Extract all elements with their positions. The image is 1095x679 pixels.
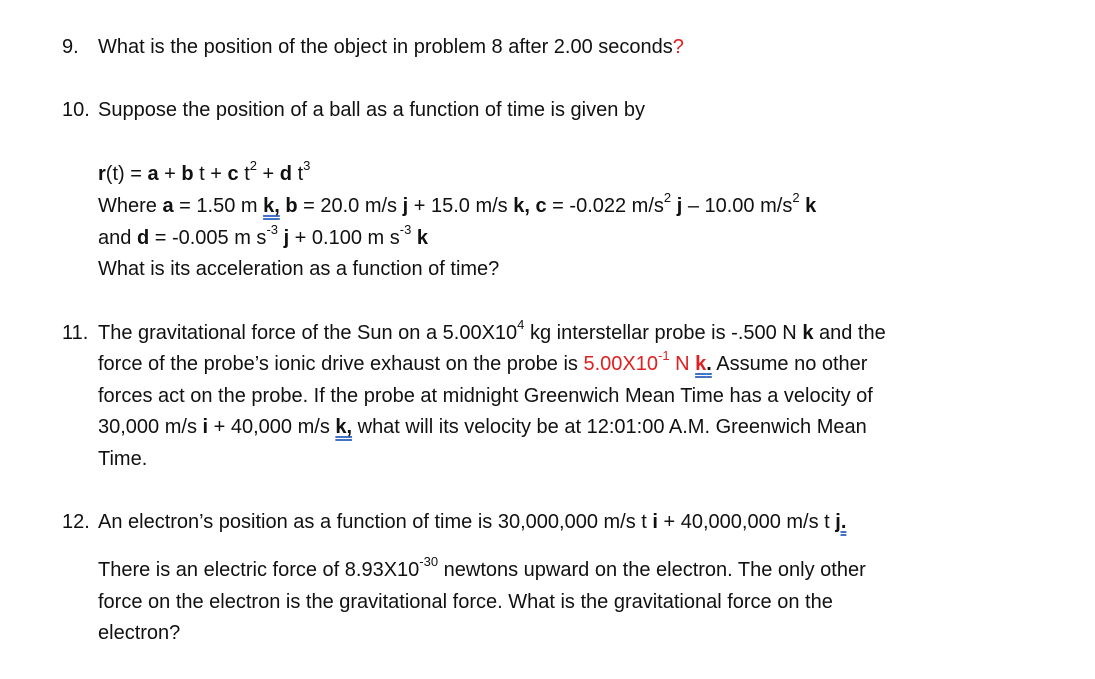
q11-line-4 [98, 415, 867, 439]
q12-text: newtons upward on the electron. The only other [438, 559, 866, 581]
unit-vector-i: i [202, 416, 209, 438]
unit-vector-k: k [802, 322, 814, 344]
q10-formula [98, 158, 311, 186]
formula-a: a [147, 163, 159, 185]
where-exponent: 2 [792, 190, 800, 206]
unit-vector-k: k [805, 195, 817, 217]
q11-text: The gravitational force of the Sun on a 5.00X10 [98, 322, 518, 344]
unit-vector-k: k, [263, 195, 280, 217]
and-exponent: -3 [399, 222, 412, 238]
q11-line-2 [98, 348, 868, 376]
q12-number: 12. [62, 511, 90, 533]
unit-vector-i: i [652, 511, 658, 533]
q12-line-4: electron? [98, 622, 181, 644]
q11-text: Assume no other [711, 353, 868, 375]
unit-vector-j: j. [835, 511, 847, 533]
and-part: and [98, 227, 137, 249]
where-b: b [285, 195, 298, 217]
formula-part: t + [193, 163, 228, 185]
q12-text: An electron’s position as a function of time is 30,000,000 m/s t [98, 511, 653, 533]
unit-vector-j: j [402, 195, 409, 217]
q12-text: + 40,000,000 m/s t [657, 511, 836, 533]
and-d: d [136, 227, 150, 249]
where-part: = 1.50 m [173, 195, 264, 217]
q12-line-2 [98, 554, 866, 582]
unit-vector-j: j [283, 227, 290, 249]
formula-b: b [181, 163, 194, 185]
q10-where-line [98, 190, 817, 218]
q11-exponent: 4 [517, 317, 525, 333]
and-part: = -0.005 m s [149, 227, 267, 249]
where-a: a [162, 195, 174, 217]
q11-text: + 40,000 m/s [208, 416, 336, 438]
where-part: – 10.00 m/s [682, 195, 793, 217]
q12-line-1 [98, 510, 846, 534]
q11-text: 30,000 m/s [98, 416, 203, 438]
q10-and-line [98, 222, 428, 250]
formula-part: t [292, 163, 304, 185]
formula-part: (t) = [105, 163, 148, 185]
formula-part: + [158, 163, 182, 185]
q11-red-exponent: -1 [658, 348, 670, 364]
unit-vector-k: k [695, 353, 707, 375]
where-part: = 20.0 m/s [297, 195, 403, 217]
where-c: c [535, 195, 547, 217]
q12-exponent: -30 [419, 554, 439, 570]
where-part: + 15.0 m/s [408, 195, 514, 217]
q11-line-1 [98, 317, 886, 345]
and-exponent: -3 [266, 222, 278, 238]
where-part: = -0.022 m/s [546, 195, 664, 217]
q11-red-value: 5.00X10 [583, 353, 658, 375]
q12-line-3: force on the electron is the gravitational force. What is the gravitational force on the [98, 591, 833, 613]
unit-vector-k: k, [513, 195, 530, 217]
q10-intro: Suppose the position of a ball as a function of time is given by [98, 99, 646, 121]
q11-number: 11. [62, 322, 89, 344]
and-part: + 0.100 m s [289, 227, 400, 249]
where-exponent: 2 [663, 190, 672, 206]
q10-question: What is its acceleration as a function of time? [98, 258, 500, 280]
formula-part: t [238, 163, 250, 185]
q11-period: . [706, 353, 712, 375]
q9-number: 9. [62, 36, 79, 58]
unit-vector-k: k, [335, 416, 353, 438]
q11-red-unit: N [669, 353, 696, 375]
q11-line-5: Time. [98, 448, 148, 470]
q12-text: There is an electric force of 8.93X10 [98, 559, 420, 581]
formula-c: c [227, 163, 239, 185]
q11-line-3: forces act on the probe. If the probe at midnight Greenwich Mean Time has a velocity of [98, 385, 873, 407]
q11-text: force of the probe’s ionic drive exhaust on the probe is [98, 353, 584, 375]
q9-text [98, 35, 684, 59]
formula-part: + [257, 163, 280, 185]
q9-question-mark: ? [672, 36, 684, 58]
unit-vector-k: k [416, 227, 428, 249]
formula-exponent: 3 [303, 158, 311, 174]
q11-text: what will its velocity be at 12:01:00 A.M. Greenwich Mean [352, 416, 867, 438]
q9-body: What is the position of the object in problem 8 after 2.00 seconds [98, 36, 673, 58]
unit-vector-j: j [676, 195, 683, 217]
q10-number: 10. [62, 99, 90, 121]
formula-exponent: 2 [249, 158, 257, 174]
q11-text: and the [813, 322, 886, 344]
q11-text: kg interstellar probe is -.500 N [524, 322, 803, 344]
formula-d: d [279, 163, 293, 185]
formula-r: r [98, 163, 106, 185]
where-part: Where [98, 195, 163, 217]
